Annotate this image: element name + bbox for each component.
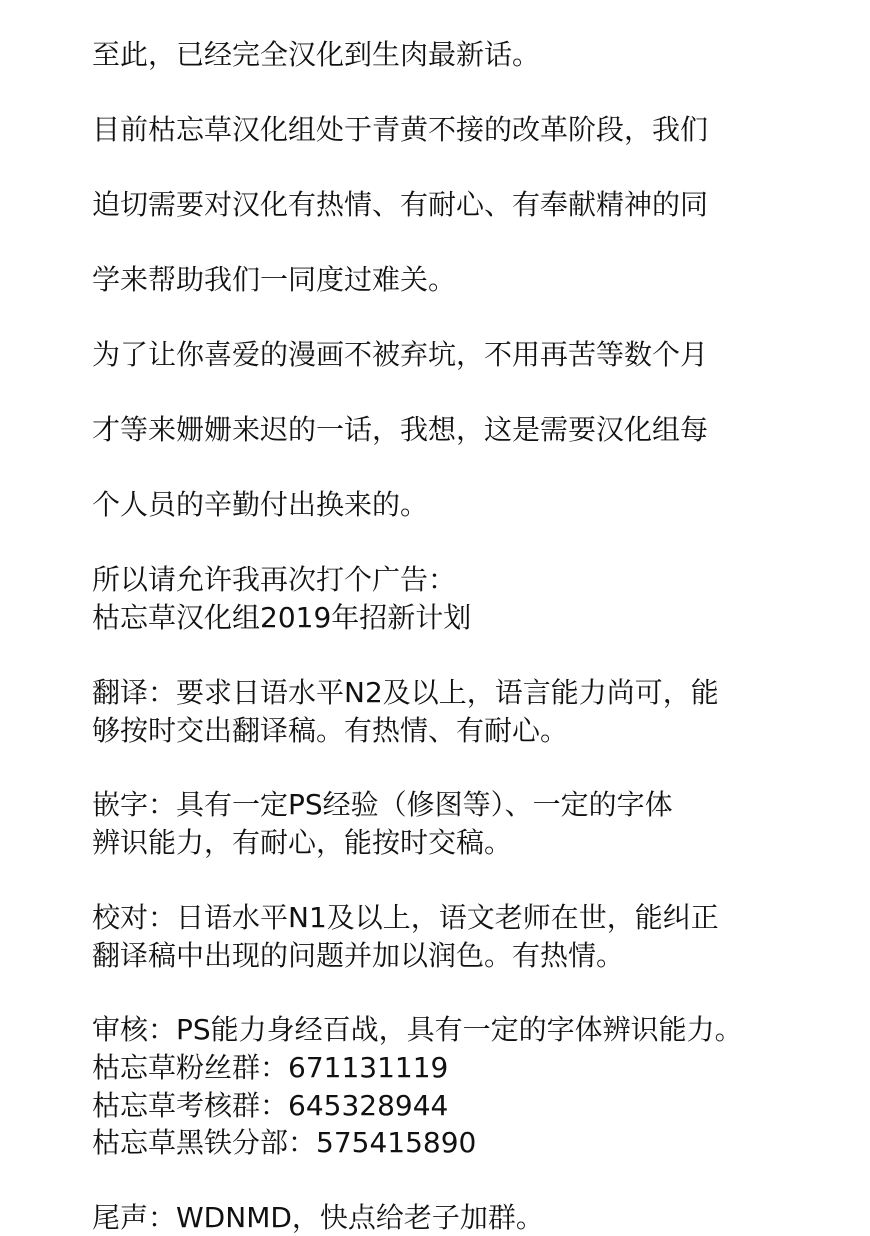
text-line: 尾声：WDNMD，快点给老子加群。 <box>92 1201 544 1234</box>
text-line: 枯忘草黑铁分部：575415890 <box>92 1126 477 1159</box>
text-line: 翻译稿中出现的问题并加以润色。有热情。 <box>92 939 625 972</box>
text-line: 目前枯忘草汉化组处于青黄不接的改革阶段，我们 <box>92 113 709 146</box>
text-line: 才等来姗姗来迟的一话，我想，这是需要汉化组每 <box>92 413 709 446</box>
text-line: 枯忘草汉化组2019年招新计划 <box>92 601 472 634</box>
text-line: 至此，已经完全汉化到生肉最新话。 <box>92 38 541 71</box>
text-line: 辨识能力，有耐心，能按时交稿。 <box>92 826 513 859</box>
text-line: 够按时交出翻译稿。有热情、有耐心。 <box>92 714 569 747</box>
text-line: 为了让你喜爱的漫画不被弃坑，不用再苦等数个月 <box>92 338 709 371</box>
text-line: 迫切需要对汉化有热情、有耐心、有奉献精神的同 <box>92 188 709 221</box>
text-line: 翻译：要求日语水平N2及以上，语言能力尚可，能 <box>92 676 719 709</box>
text-line: 学来帮助我们一同度过难关。 <box>92 263 457 296</box>
text-line: 校对：日语水平N1及以上，语文老师在世，能纠正 <box>92 901 719 934</box>
text-line: 审核：PS能力身经百战，具有一定的字体辨识能力。 <box>92 1013 743 1046</box>
text-line: 个人员的辛勤付出换来的。 <box>92 488 429 521</box>
text-line: 所以请允许我再次打个广告： <box>92 563 457 596</box>
text-line: 嵌字：具有一定PS经验（修图等）、一定的字体 <box>92 788 673 821</box>
text-line: 枯忘草考核群：645328944 <box>92 1089 449 1122</box>
text-line: 枯忘草粉丝群：671131119 <box>92 1051 449 1084</box>
